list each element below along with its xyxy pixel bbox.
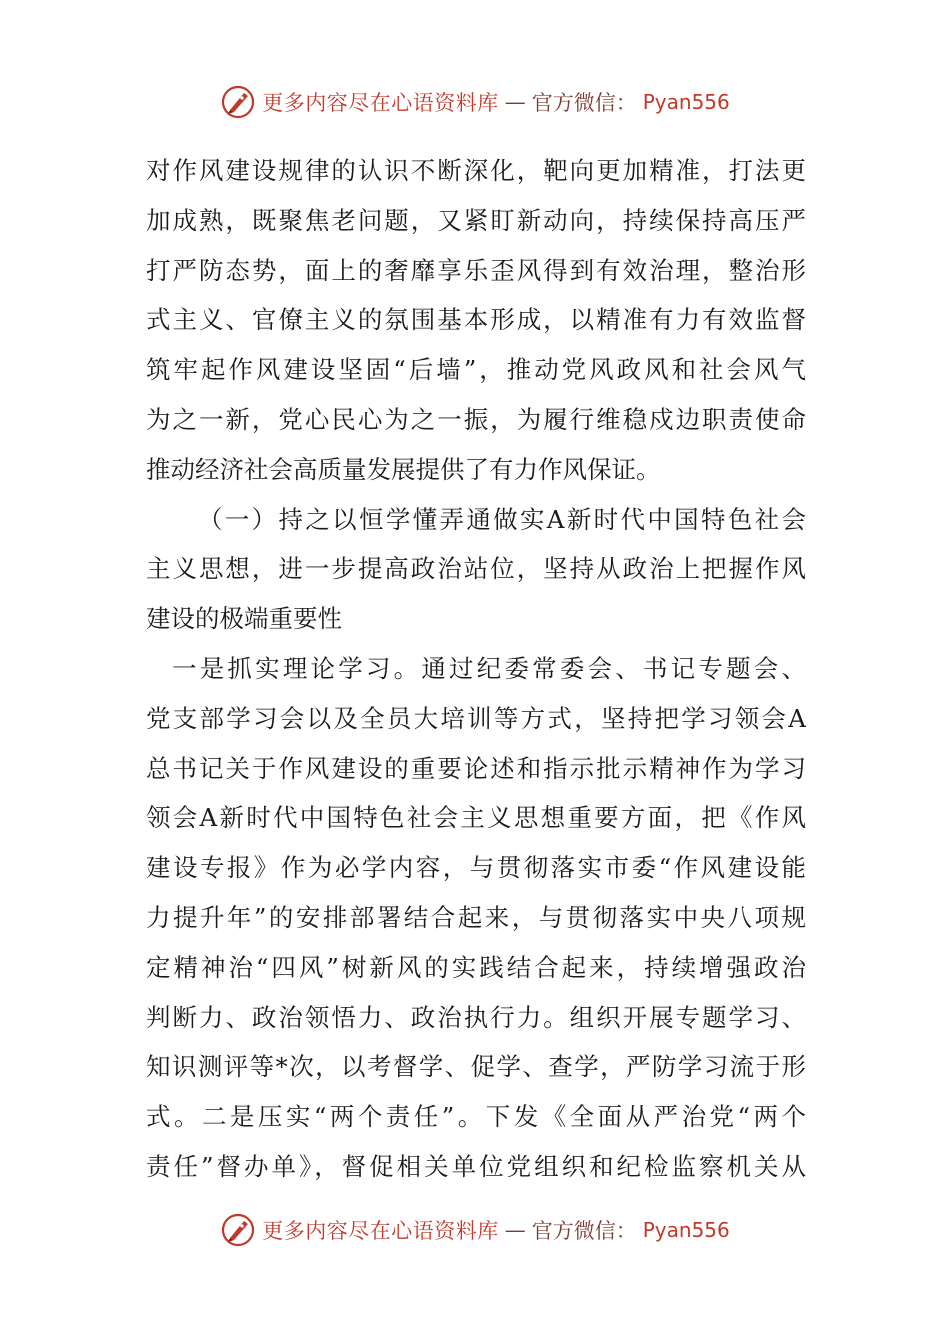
text-line: 总书记关于作风建设的重要论述和指示批示精神作为学习 bbox=[146, 753, 806, 783]
watermark-text: 更多内容尽在心语资料库 bbox=[262, 1219, 499, 1243]
text-line: 打严防态势，面上的奢靡享乐歪风得到有效治理，整治形 bbox=[146, 255, 806, 285]
pen-logo-icon bbox=[220, 84, 256, 120]
text-line: 建设专报》作为必学内容，与贯彻落实市委“作风建设能 bbox=[146, 853, 806, 883]
text-line: 责任”督办单》，督促相关单位党组织和纪检监察机关从 bbox=[146, 1151, 806, 1181]
watermark-text: 更多内容尽在心语资料库 bbox=[262, 91, 499, 115]
watermark-id: Pyan556 bbox=[642, 1218, 730, 1242]
text-line: 判断力、政治领悟力、政治执行力。组织开展专题学习、 bbox=[146, 1002, 806, 1032]
watermark-sub: 官方微信： bbox=[531, 91, 637, 115]
text-line: 对作风建设规律的认识不断深化，靶向更加精准，打法更 bbox=[146, 156, 806, 185]
pen-logo-icon bbox=[220, 1212, 256, 1248]
text-line: 力提升年”的安排部署结合起来，与贯彻落实中央八项规 bbox=[146, 902, 806, 932]
text-line: 定精神治“四风”树新风的实践结合起来，持续增强政治 bbox=[146, 952, 806, 982]
text-line: 加成熟，既聚焦老问题，又紧盯新动向，持续保持高压严 bbox=[146, 205, 806, 235]
text-line: 一是抓实理论学习。通过纪委常委会、书记专题会、 bbox=[172, 653, 806, 683]
section-heading-line: 建设的极端重要性 bbox=[146, 604, 342, 634]
text-line: 式。二是压实“两个责任”。下发《全面从严治党“两个 bbox=[146, 1102, 806, 1132]
watermark-header bbox=[0, 82, 950, 122]
text-line: 推动经济社会高质量发展提供了有力作风保证。 bbox=[146, 454, 661, 484]
watermark-id: Pyan556 bbox=[642, 90, 730, 114]
section-heading-line: （一）持之以恒学懂弄通做实A新时代中国特色社会 bbox=[198, 504, 806, 534]
text-line: 筑牢起作风建设坚固“后墙”，推动党风政风和社会风气 bbox=[146, 355, 806, 385]
watermark-dash: — bbox=[504, 90, 526, 114]
section-heading-line: 主义思想，进一步提高政治站位，坚持从政治上把握作风 bbox=[146, 554, 806, 584]
text-line: 知识测评等*次，以考督学、促学、查学，严防学习流于形 bbox=[146, 1052, 806, 1082]
text-line: 为之一新，党心民心为之一振，为履行维稳戍边职责使命 bbox=[146, 404, 806, 434]
text-line: 党支部学习会以及全员大培训等方式，坚持把学习领会A bbox=[146, 703, 806, 733]
watermark-sub: 官方微信： bbox=[531, 1219, 637, 1243]
text-line: 领会A新时代中国特色社会主义思想重要方面，把《作风 bbox=[146, 803, 806, 833]
watermark-dash: — bbox=[504, 1218, 526, 1242]
document-body bbox=[146, 146, 806, 1192]
watermark-footer bbox=[0, 1210, 950, 1250]
text-line: 式主义、官僚主义的氛围基本形成，以精准有力有效监督 bbox=[146, 305, 806, 335]
